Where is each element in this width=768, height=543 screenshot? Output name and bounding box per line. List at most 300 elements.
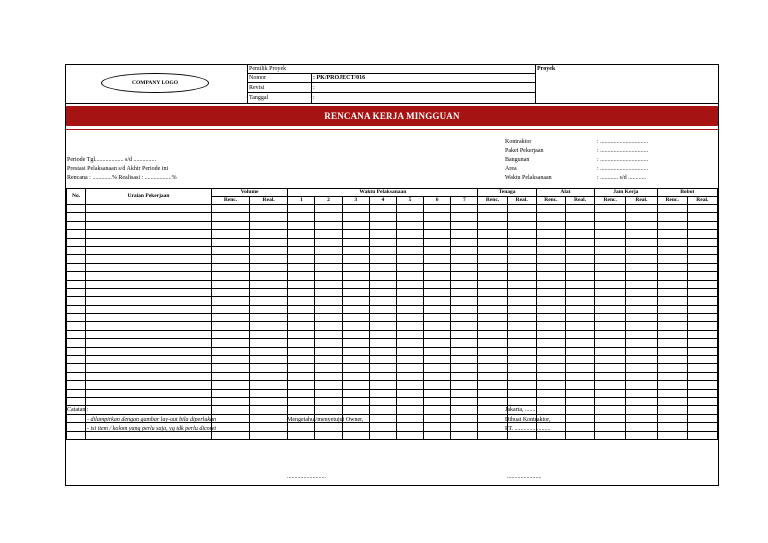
table-cell[interactable] [86,246,212,254]
table-cell[interactable] [595,381,626,389]
table-cell[interactable] [342,246,369,254]
table-cell[interactable] [687,213,717,221]
table-cell[interactable] [288,406,315,414]
table-cell[interactable] [565,314,594,322]
table-cell[interactable] [396,339,423,347]
table-cell[interactable] [369,347,396,355]
table-cell[interactable] [657,356,687,364]
table-cell[interactable] [211,406,249,414]
table-cell[interactable] [507,205,536,213]
table-cell[interactable] [536,221,565,229]
table-cell[interactable] [657,414,687,422]
table-cell[interactable] [451,288,478,296]
table-cell[interactable] [565,305,594,313]
table-cell[interactable] [478,263,507,271]
table-cell[interactable] [687,356,717,364]
table-cell[interactable] [424,414,451,422]
table-cell[interactable] [657,272,687,280]
table-cell[interactable] [250,246,288,254]
table-cell[interactable] [536,322,565,330]
table-cell[interactable] [626,381,657,389]
table-cell[interactable] [86,230,212,238]
table-cell[interactable] [288,364,315,372]
table-cell[interactable] [478,330,507,338]
table-cell[interactable] [211,339,249,347]
table-cell[interactable] [478,288,507,296]
table-cell[interactable] [67,381,86,389]
table-cell[interactable] [315,322,342,330]
table-cell[interactable] [86,255,212,263]
table-cell[interactable] [424,381,451,389]
table-cell[interactable] [396,356,423,364]
table-cell[interactable] [342,297,369,305]
table-cell[interactable] [657,372,687,380]
table-cell[interactable] [67,272,86,280]
table-cell[interactable] [595,205,626,213]
table-cell[interactable] [250,431,288,439]
table-cell[interactable] [536,381,565,389]
table-cell[interactable] [565,347,594,355]
table-cell[interactable] [396,205,423,213]
table-cell[interactable] [288,238,315,246]
table-cell[interactable] [67,255,86,263]
table-cell[interactable] [67,389,86,397]
table-cell[interactable] [424,246,451,254]
table-cell[interactable] [687,280,717,288]
table-cell[interactable] [657,255,687,263]
table-cell[interactable] [315,221,342,229]
table-cell[interactable] [507,263,536,271]
table-cell[interactable] [478,213,507,221]
table-cell[interactable] [478,431,507,439]
table-cell[interactable] [536,205,565,213]
table-cell[interactable] [396,221,423,229]
table-cell[interactable] [250,339,288,347]
table-cell[interactable] [424,364,451,372]
table-cell[interactable] [424,389,451,397]
table-cell[interactable] [657,364,687,372]
table-cell[interactable] [451,246,478,254]
table-cell[interactable] [315,246,342,254]
table-cell[interactable] [451,389,478,397]
table-cell[interactable] [565,339,594,347]
table-cell[interactable] [626,263,657,271]
table-cell[interactable] [86,372,212,380]
table-cell[interactable] [595,255,626,263]
table-cell[interactable] [342,339,369,347]
table-cell[interactable] [250,288,288,296]
table-cell[interactable] [396,414,423,422]
table-cell[interactable] [657,330,687,338]
table-cell[interactable] [396,372,423,380]
table-cell[interactable] [211,389,249,397]
table-cell[interactable] [687,381,717,389]
table-cell[interactable] [536,330,565,338]
table-cell[interactable] [657,423,687,431]
table-cell[interactable] [565,221,594,229]
table-cell[interactable] [288,356,315,364]
table-cell[interactable] [565,205,594,213]
table-cell[interactable] [451,431,478,439]
table-cell[interactable] [396,381,423,389]
table-cell[interactable] [288,246,315,254]
table-cell[interactable] [595,297,626,305]
table-cell[interactable] [369,288,396,296]
table-cell[interactable] [369,272,396,280]
table-cell[interactable] [478,389,507,397]
table-cell[interactable] [250,272,288,280]
table-cell[interactable] [250,280,288,288]
table-cell[interactable] [211,213,249,221]
table-cell[interactable] [86,205,212,213]
table-cell[interactable] [315,238,342,246]
table-cell[interactable] [451,322,478,330]
table-cell[interactable] [211,272,249,280]
table-cell[interactable] [451,213,478,221]
table-cell[interactable] [315,280,342,288]
table-cell[interactable] [288,288,315,296]
table-cell[interactable] [595,347,626,355]
table-cell[interactable] [451,297,478,305]
table-cell[interactable] [250,297,288,305]
table-cell[interactable] [342,238,369,246]
table-cell[interactable] [396,246,423,254]
table-cell[interactable] [67,414,86,422]
table-cell[interactable] [250,381,288,389]
table-cell[interactable] [250,356,288,364]
table-cell[interactable] [595,322,626,330]
table-cell[interactable] [315,230,342,238]
table-cell[interactable] [369,230,396,238]
table-cell[interactable] [250,372,288,380]
table-cell[interactable] [657,221,687,229]
table-cell[interactable] [424,330,451,338]
table-cell[interactable] [424,230,451,238]
table-cell[interactable] [595,221,626,229]
table-cell[interactable] [507,297,536,305]
table-cell[interactable] [369,431,396,439]
table-cell[interactable] [86,288,212,296]
table-cell[interactable] [211,297,249,305]
table-cell[interactable] [342,255,369,263]
table-cell[interactable] [86,330,212,338]
table-cell[interactable] [424,431,451,439]
table-cell[interactable] [250,263,288,271]
table-cell[interactable] [507,330,536,338]
table-cell[interactable] [478,221,507,229]
table-cell[interactable] [211,322,249,330]
table-cell[interactable] [451,280,478,288]
table-cell[interactable] [424,314,451,322]
table-cell[interactable] [67,314,86,322]
table-cell[interactable] [424,238,451,246]
table-cell[interactable] [507,305,536,313]
table-cell[interactable] [396,347,423,355]
table-cell[interactable] [288,205,315,213]
table-cell[interactable] [507,255,536,263]
table-cell[interactable] [250,213,288,221]
table-cell[interactable] [451,238,478,246]
table-cell[interactable] [565,246,594,254]
table-cell[interactable] [507,230,536,238]
table-cell[interactable] [595,356,626,364]
table-cell[interactable] [424,322,451,330]
table-cell[interactable] [687,431,717,439]
table-cell[interactable] [536,305,565,313]
table-cell[interactable] [687,389,717,397]
table-cell[interactable] [211,305,249,313]
table-cell[interactable] [507,221,536,229]
table-cell[interactable] [626,423,657,431]
table-cell[interactable] [369,339,396,347]
table-cell[interactable] [211,372,249,380]
table-cell[interactable] [369,423,396,431]
table-cell[interactable] [687,205,717,213]
table-cell[interactable] [67,230,86,238]
table-cell[interactable] [211,423,249,431]
table-cell[interactable] [288,330,315,338]
table-cell[interactable] [565,406,594,414]
table-cell[interactable] [369,205,396,213]
table-cell[interactable] [315,372,342,380]
table-cell[interactable] [67,221,86,229]
table-cell[interactable] [536,339,565,347]
table-cell[interactable] [211,356,249,364]
table-cell[interactable] [626,272,657,280]
table-cell[interactable] [507,339,536,347]
table-cell[interactable] [626,288,657,296]
table-cell[interactable] [565,381,594,389]
table-cell[interactable] [451,364,478,372]
table-cell[interactable] [315,305,342,313]
table-cell[interactable] [67,339,86,347]
table-cell[interactable] [67,297,86,305]
table-cell[interactable] [565,280,594,288]
table-cell[interactable] [211,205,249,213]
table-cell[interactable] [315,381,342,389]
table-cell[interactable] [424,297,451,305]
table-cell[interactable] [369,221,396,229]
table-cell[interactable] [396,389,423,397]
table-cell[interactable] [342,364,369,372]
table-cell[interactable] [687,297,717,305]
table-cell[interactable] [626,389,657,397]
table-cell[interactable] [86,221,212,229]
table-cell[interactable] [86,263,212,271]
table-cell[interactable] [67,372,86,380]
table-cell[interactable] [478,314,507,322]
table-cell[interactable] [369,372,396,380]
table-cell[interactable] [595,330,626,338]
table-cell[interactable] [687,347,717,355]
table-cell[interactable] [315,347,342,355]
table-cell[interactable] [626,230,657,238]
table-cell[interactable] [657,314,687,322]
table-cell[interactable] [687,230,717,238]
table-cell[interactable] [478,339,507,347]
table-cell[interactable] [86,238,212,246]
table-cell[interactable] [536,389,565,397]
table-cell[interactable] [565,356,594,364]
table-cell[interactable] [211,280,249,288]
table-cell[interactable] [626,205,657,213]
table-cell[interactable] [288,372,315,380]
table-cell[interactable] [626,372,657,380]
table-cell[interactable] [86,389,212,397]
table-cell[interactable] [687,322,717,330]
table-cell[interactable] [478,230,507,238]
table-cell[interactable] [396,288,423,296]
table-cell[interactable] [396,238,423,246]
table-cell[interactable] [342,272,369,280]
table-cell[interactable] [250,205,288,213]
table-cell[interactable] [369,246,396,254]
table-cell[interactable] [250,322,288,330]
table-cell[interactable] [342,263,369,271]
table-cell[interactable] [451,221,478,229]
table-cell[interactable] [342,314,369,322]
table-cell[interactable] [565,272,594,280]
table-cell[interactable] [342,280,369,288]
table-cell[interactable] [451,330,478,338]
table-cell[interactable] [657,263,687,271]
table-cell[interactable] [67,364,86,372]
table-cell[interactable] [595,280,626,288]
table-cell[interactable] [595,314,626,322]
table-cell[interactable] [396,280,423,288]
table-cell[interactable] [478,406,507,414]
table-cell[interactable] [396,272,423,280]
table-cell[interactable] [451,381,478,389]
table-cell[interactable] [626,322,657,330]
table-cell[interactable] [342,406,369,414]
table-cell[interactable] [478,347,507,355]
table-cell[interactable] [288,255,315,263]
table-cell[interactable] [536,280,565,288]
table-cell[interactable] [342,330,369,338]
table-cell[interactable] [687,314,717,322]
table-cell[interactable] [250,314,288,322]
table-cell[interactable] [595,305,626,313]
table-cell[interactable] [507,389,536,397]
table-cell[interactable] [250,406,288,414]
table-cell[interactable] [288,221,315,229]
table-cell[interactable] [342,389,369,397]
table-cell[interactable] [342,230,369,238]
table-cell[interactable] [451,423,478,431]
table-cell[interactable] [451,406,478,414]
table-cell[interactable] [657,213,687,221]
table-cell[interactable] [451,305,478,313]
table-cell[interactable] [595,406,626,414]
table-cell[interactable] [536,263,565,271]
table-cell[interactable] [565,213,594,221]
table-cell[interactable] [478,272,507,280]
table-cell[interactable] [507,288,536,296]
table-cell[interactable] [342,213,369,221]
table-cell[interactable] [250,330,288,338]
table-cell[interactable] [250,364,288,372]
table-cell[interactable] [595,213,626,221]
table-cell[interactable] [369,330,396,338]
table-cell[interactable] [657,322,687,330]
table-cell[interactable] [657,347,687,355]
table-cell[interactable] [687,414,717,422]
table-cell[interactable] [478,246,507,254]
table-cell[interactable] [595,272,626,280]
table-cell[interactable] [67,356,86,364]
table-cell[interactable] [369,255,396,263]
table-cell[interactable] [211,221,249,229]
table-cell[interactable] [451,314,478,322]
table-cell[interactable] [507,272,536,280]
table-cell[interactable] [657,246,687,254]
table-cell[interactable] [250,347,288,355]
table-cell[interactable] [478,205,507,213]
table-cell[interactable] [342,356,369,364]
table-cell[interactable] [626,431,657,439]
table-cell[interactable] [86,339,212,347]
table-cell[interactable] [315,297,342,305]
table-cell[interactable] [595,230,626,238]
table-cell[interactable] [657,389,687,397]
table-cell[interactable] [687,339,717,347]
table-cell[interactable] [687,263,717,271]
table-cell[interactable] [507,372,536,380]
table-cell[interactable] [478,423,507,431]
table-cell[interactable] [565,431,594,439]
table-cell[interactable] [424,356,451,364]
table-cell[interactable] [687,246,717,254]
table-cell[interactable] [626,255,657,263]
table-cell[interactable] [451,372,478,380]
table-cell[interactable] [687,255,717,263]
table-cell[interactable] [626,339,657,347]
table-cell[interactable] [657,381,687,389]
table-cell[interactable] [626,330,657,338]
table-cell[interactable] [536,297,565,305]
table-cell[interactable] [424,423,451,431]
table-cell[interactable] [315,389,342,397]
table-cell[interactable] [315,356,342,364]
table-cell[interactable] [288,213,315,221]
table-cell[interactable] [424,255,451,263]
table-cell[interactable] [424,263,451,271]
table-cell[interactable] [396,423,423,431]
table-cell[interactable] [657,288,687,296]
table-cell[interactable] [687,406,717,414]
table-cell[interactable] [687,272,717,280]
table-cell[interactable] [396,213,423,221]
table-cell[interactable] [67,213,86,221]
table-cell[interactable] [67,246,86,254]
table-cell[interactable] [536,246,565,254]
table-cell[interactable] [626,238,657,246]
table-cell[interactable] [451,263,478,271]
table-cell[interactable] [507,314,536,322]
table-cell[interactable] [250,238,288,246]
table-cell[interactable] [626,347,657,355]
table-cell[interactable] [288,322,315,330]
table-cell[interactable] [507,322,536,330]
table-cell[interactable] [86,314,212,322]
table-cell[interactable] [424,305,451,313]
table-cell[interactable] [424,272,451,280]
table-cell[interactable] [288,272,315,280]
table-cell[interactable] [565,414,594,422]
table-cell[interactable] [342,372,369,380]
table-cell[interactable] [478,305,507,313]
